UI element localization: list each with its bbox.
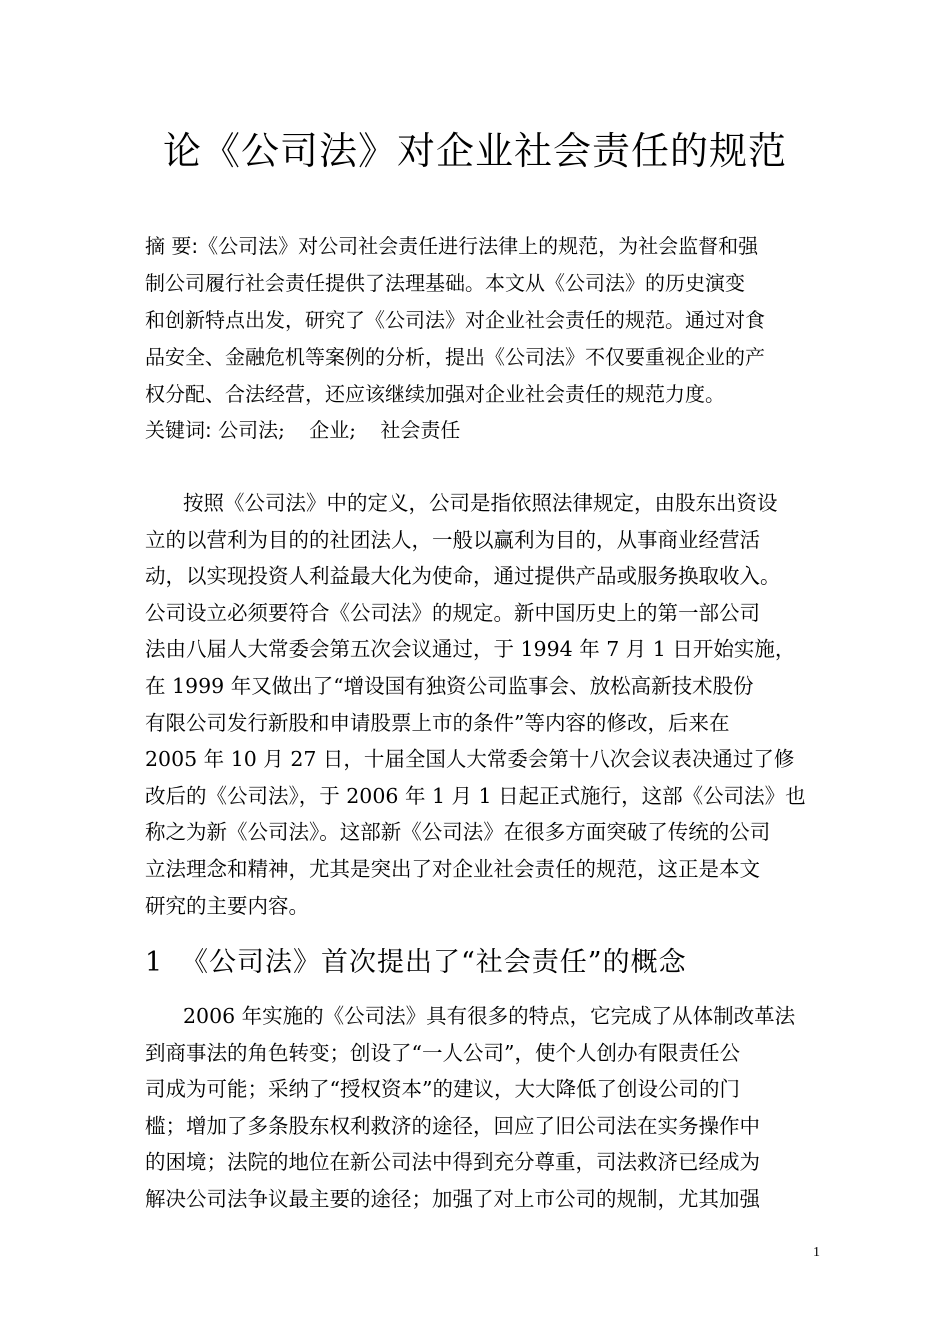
abstract-line <box>145 228 815 265</box>
paragraph-line: 到商事法的角色转变；创设了“一人公司”，使个人创办有限责任公 <box>145 1040 740 1065</box>
page-number: 1 <box>813 1245 820 1260</box>
section-title: 《公司法》首次提出了“社会责任”的概念 <box>181 947 687 978</box>
paragraph-line: 有限公司发行新股和申请股票上市的条件”等内容的修改，后来在 <box>145 710 730 735</box>
abstract-label: 摘 要: <box>145 234 199 258</box>
keyword-item: 企业; <box>309 418 356 442</box>
section-number: 1 <box>145 947 164 978</box>
section-heading <box>145 940 825 986</box>
paragraph-line: 在 1999 年又做出了“增设国有独资公司监事会、放松高新技术股份 <box>145 673 754 698</box>
paragraph-line: 公司设立必须要符合《公司法》的规定。新中国历史上的第一部公司 <box>145 600 760 625</box>
abstract-line: 制公司履行社会责任提供了法理基础。本文从《公司法》的历史演变 <box>145 271 745 295</box>
paragraph-line: 研究的主要内容。 <box>145 893 309 918</box>
paragraph-line: 按照《公司法》中的定义，公司是指依照法律规定，由股东出资设 <box>183 491 778 515</box>
paragraph-line: 称之为新《公司法》。这部新《公司法》在很多方面突破了传统的公司 <box>145 820 771 845</box>
keywords-section <box>145 412 815 449</box>
paragraph-line: 动，以实现投资人利益最大化为使命，通过提供产品或服务换取收入。 <box>145 564 781 589</box>
abstract-line: 和创新特点出发，研究了《公司法》对企业社会责任的规范。通过对食 <box>145 308 765 332</box>
paragraph-line: 立法理念和精神，尤其是突出了对企业社会责任的规范，这正是本文 <box>145 856 760 881</box>
paragraph-line: 司成为可能；采纳了“授权资本”的建议，大大降低了创设公司的门 <box>145 1077 740 1102</box>
abstract-section <box>145 228 815 413</box>
body-paragraph <box>145 485 820 924</box>
abstract-line: 权分配、合法经营，还应该继续加强对企业社会责任的规范力度。 <box>145 382 725 406</box>
keywords-label: 关键词: <box>145 418 212 442</box>
abstract-line: 品安全、金融危机等案例的分析，提出《公司法》不仅要重视企业的产 <box>145 345 765 369</box>
paragraph-line: 立的以营利为目的的社团法人，一般以赢利为目的，从事商业经营活 <box>145 527 760 552</box>
keyword-item: 公司法; <box>218 418 285 442</box>
paragraph-line: 解决公司法争议最主要的途径；加强了对上市公司的规制，尤其加强 <box>145 1186 760 1211</box>
paragraph-line: 的困境；法院的地位在新公司法中得到充分尊重，司法救济已经成为 <box>145 1150 760 1175</box>
abstract-text: 《公司法》对公司社会责任进行法律上的规范，为社会监督和强 <box>198 234 759 258</box>
paragraph-line: 2006 年实施的《公司法》具有很多的特点，它完成了从体制改革法 <box>183 1004 796 1028</box>
paragraph-line: 2005 年 10 月 27 日，十届全国人大常委会第十八次会议表决通过了修 <box>145 747 795 772</box>
paragraph-line: 槛；增加了多条股东权利救济的途径，回应了旧公司法在实务操作中 <box>145 1113 760 1138</box>
paragraph-line: 法由八届人大常委会第五次会议通过，于 1994 年 7 月 1 日开始实施， <box>145 637 796 662</box>
document-title: 论《公司法》对企业社会责任的规范 <box>162 129 787 173</box>
keyword-item: 社会责任 <box>380 418 461 442</box>
body-paragraph <box>145 998 820 1218</box>
paragraph-line: 改后的《公司法》，于 2006 年 1 月 1 日起正式施行，这部《公司法》也 <box>145 783 806 808</box>
